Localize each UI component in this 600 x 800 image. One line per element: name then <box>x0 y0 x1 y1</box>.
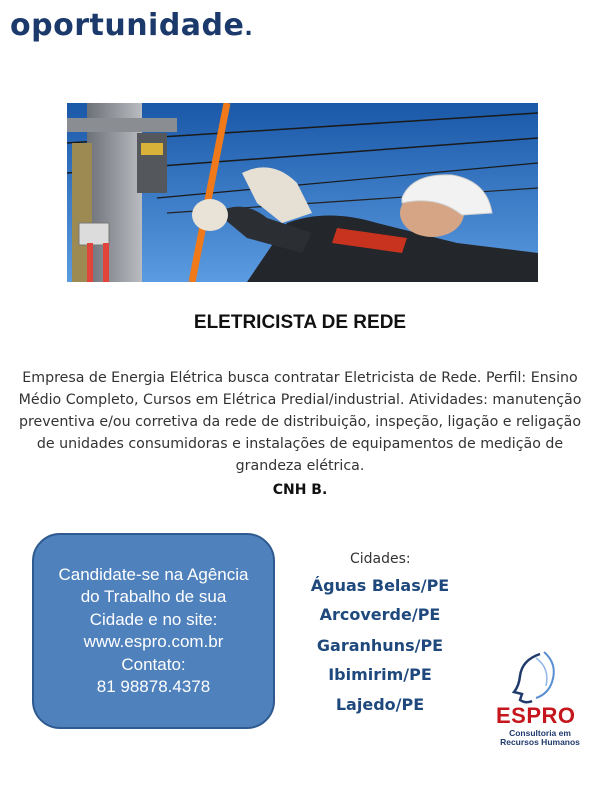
job-description: Empresa de Energia Elétrica busca contratar Eletricista de Rede. Perfil: Ensino Médio Completo, Cursos em Elétrica Predial/industrial. Atividades: manutenção preventiva e/ou corretiva da rede de distribuição, inspeção, ligação e religação de unidades consumidoras e instalações de equipamentos de medição de grandeza elétrica. <box>18 370 582 474</box>
logo-subtitle-line: Recursos Humanos <box>500 737 580 747</box>
headline-dot: . <box>244 16 254 41</box>
city-item: Garanhuns/PE <box>316 636 444 655</box>
city-item: Arcoverde/PE <box>319 605 441 624</box>
city-item: Ibimirim/PE <box>328 665 432 684</box>
logo-subtitle-line: Consultoria em <box>509 728 571 738</box>
logo-name: ESPRO <box>496 703 576 728</box>
cta-line: Candidate-se na Agência <box>58 564 249 584</box>
apply-callout-box <box>32 533 275 729</box>
electrician-photo <box>67 103 538 282</box>
city-item: Águas Belas/PE <box>310 576 450 595</box>
contact-label: Contato: <box>121 654 186 674</box>
cities-label: Cidades: <box>350 551 411 567</box>
electrician-illustration <box>67 103 538 282</box>
headline <box>10 8 253 43</box>
contact-phone: 81 98878.4378 <box>96 677 211 696</box>
job-requirement: CNH B. <box>272 482 328 498</box>
city-item: Lajedo/PE <box>335 695 425 714</box>
website-link[interactable]: www.espro.com.br <box>83 632 224 651</box>
headline-text: oportunidade <box>10 8 245 43</box>
job-title: ELETRICISTA DE REDE <box>193 312 407 333</box>
logo-subtitle <box>500 729 580 747</box>
cta-line: do Trabalho de sua <box>80 587 227 606</box>
cta-line: Cidade e no site: <box>89 609 218 629</box>
